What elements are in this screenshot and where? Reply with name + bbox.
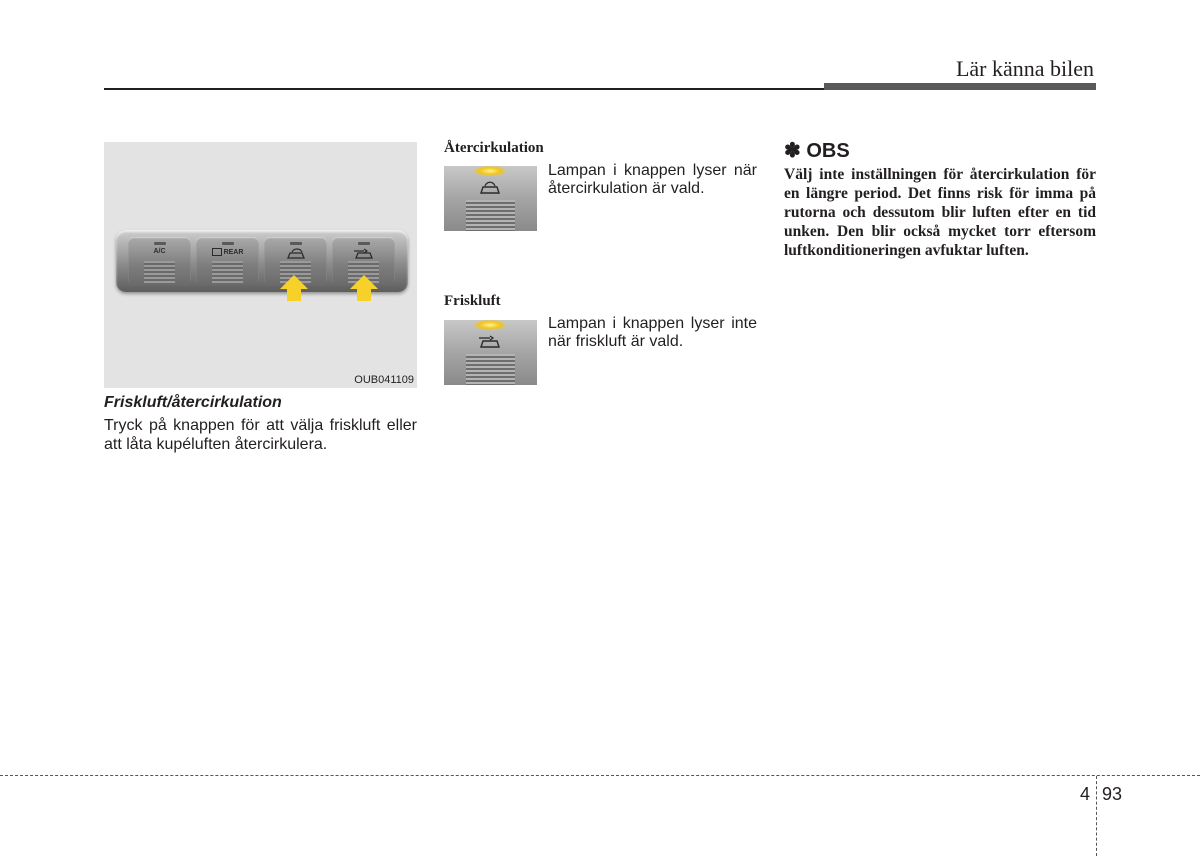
chapter-number: 4 — [1080, 784, 1091, 804]
recirculation-text: Lampan i knappen lyser när återcirkulation är vald. — [548, 162, 757, 197]
recirculation-icon — [476, 181, 504, 195]
fresh-air-text: Lampan i knappen lyser inte när friskluft är vald. — [548, 315, 757, 350]
recirculation-heading: Återcirkulation — [444, 140, 544, 156]
ac-button-image — [128, 237, 191, 285]
footer-rule — [0, 775, 1200, 776]
footer-divider — [1096, 776, 1097, 856]
fresh-air-button-figure — [444, 320, 537, 385]
fresh-air-icon — [352, 248, 376, 260]
page-number: 93 — [1102, 784, 1123, 804]
indicator-lamp-on — [474, 320, 506, 330]
body-paragraph: Tryck på knappen för att välja friskluft eller att låta kupéluften återcirkulera. — [104, 417, 417, 453]
rear-defrost-button-image — [196, 237, 259, 285]
recirculation-button-figure — [444, 166, 537, 231]
note-symbol: ✽ — [784, 140, 801, 162]
climate-panel-figure — [104, 142, 417, 388]
header-rule — [104, 88, 824, 90]
figure-code: OUB041109 — [354, 374, 414, 386]
fresh-air-heading: Friskluft — [444, 293, 501, 309]
figure-caption: Friskluft/återcirkulation — [104, 394, 282, 411]
indicator-lamp-on — [474, 166, 506, 176]
ac-label: A/C — [153, 248, 166, 255]
note-heading — [784, 138, 850, 163]
page-header-title: Lär känna bilen — [955, 56, 1094, 81]
rear-defrost-icon — [212, 248, 222, 256]
note-text: Välj inte inställningen för återcirkulation för en längre period. Det finns risk för imma på rutorna och dessutom blir luften efter en tid unken. Den blir också mycket torr eftersom luftkonditioneringen avfuktar luften. — [784, 166, 1096, 259]
recirculation-icon — [284, 248, 308, 260]
header-rule-accent — [824, 83, 1096, 90]
note-title: OBS — [806, 140, 850, 162]
fresh-air-icon — [476, 335, 504, 349]
rear-label: REAR — [196, 248, 259, 256]
